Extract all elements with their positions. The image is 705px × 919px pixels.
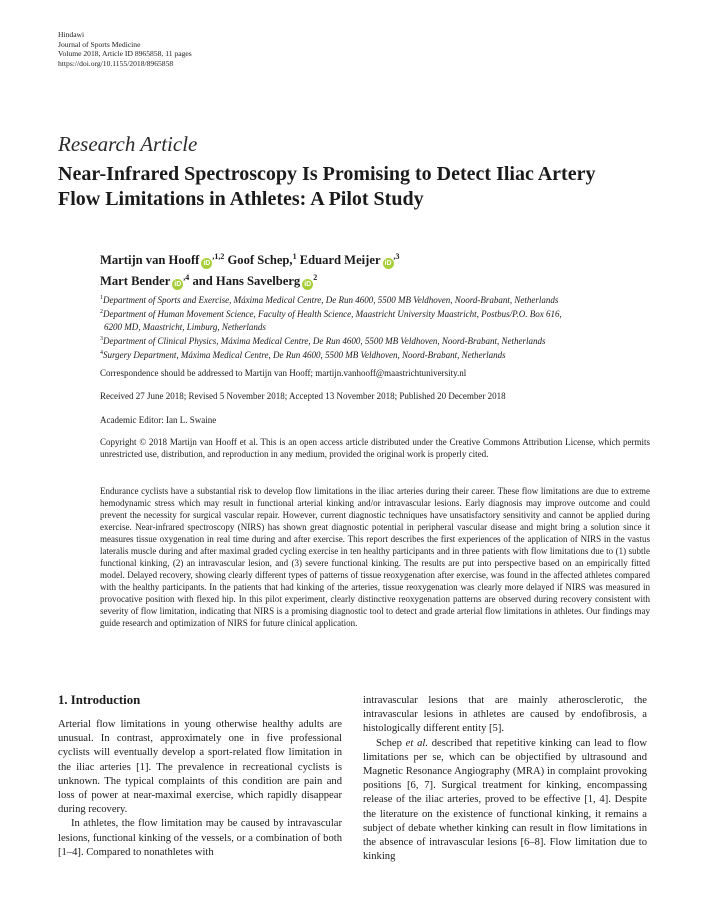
copyright-notice: Copyright © 2018 Martijn van Hooff et al. This is an open access article distributed under the Creative Commons Attribution License, which permits unrestricted use, distribution, and reproduction in any medium, provided the original work is properly cited. <box>100 437 650 459</box>
text-span: Schep <box>376 737 406 749</box>
journal-header <box>58 30 192 68</box>
affiliation-text: Department of Human Movement Science, Faculty of Health Science, Maastricht University Maastricht, Postbus/P.O. Box 616, <box>103 309 562 320</box>
author-line-1 <box>100 248 600 269</box>
affiliations <box>100 292 640 361</box>
publisher-name: Hindawi <box>58 30 85 39</box>
affiliation-text: Department of Clinical Physics, Máxima Medical Centre, De Run 4600, 5500 MB Veldhoven, Noord-Brabant, Netherlands <box>103 335 546 346</box>
academic-editor: Academic Editor: Ian L. Swaine <box>100 415 217 425</box>
paragraph: Arterial flow limitations in young otherwise healthy adults are unusual. In contrast, approximately one in five professional cyclists will eventually develop a sport-related flow limitation in the iliac arteries [1]. The prevalence in recreational cyclists is unknown. The typical complaints of this condition are pain and loss of power at near-maximal exercise, which rapidly disappear during recovery. <box>58 719 342 816</box>
author-name[interactable]: Martijn van Hooff <box>100 253 200 268</box>
author-affil-marker: ,1,2 <box>212 252 225 261</box>
affiliation <box>100 333 640 347</box>
affiliation <box>100 292 640 306</box>
author-list <box>100 248 600 290</box>
author-affil-marker: ,4 <box>183 273 190 283</box>
affiliation-number: 3 <box>100 335 103 342</box>
body-column-left <box>58 718 342 860</box>
volume-info: Volume 2018, Article ID 8965858, 11 pages <box>58 49 192 59</box>
author-name[interactable]: and Hans Savelberg <box>192 274 301 289</box>
title-line-1: Near-Infrared Spectroscopy Is Promising to Detect Iliac Artery <box>58 163 596 185</box>
author-affil-marker: 1 <box>292 252 297 261</box>
author-affil-marker: ,3 <box>393 252 400 261</box>
section-heading: 1. Introduction <box>58 693 141 707</box>
text-span: described that repetitive kinking can lead to flow limitations per se, which can be objectified by ultrasound and Magnetic Resonance Angiography (MRA) in complaint provoking positions [6, 7]. Surgical treatment for kinking, encompassing release of the iliac arteries, proved to be effective [1, 4]. Despite the literature on the existence of functional kinking, it remains a subject of debate whether kinking can result in flow limitations in the absence of intravascular lesions [6–8]. Flow limitation due to kinking <box>363 737 647 863</box>
orcid-icon[interactable]: iD <box>203 260 211 268</box>
affiliation-continued: 6200 MD, Maastricht, Limburg, Netherlands <box>104 321 266 332</box>
affiliation <box>100 347 640 361</box>
orcid-icon[interactable]: iD <box>174 281 182 289</box>
journal-name: Journal of Sports Medicine <box>58 39 141 49</box>
paragraph: intravascular lesions that are mainly atherosclerotic, the intravascular lesions in athletes are caused by endofibrosis, a histologically different entity [5]. <box>363 695 647 735</box>
emphasis-text: et al. <box>405 737 428 749</box>
paragraph: In athletes, the flow limitation may be caused by intravascular lesions, functional kinking of the vessels, or a combination of both [1–4]. Compared to nonathletes with <box>58 818 342 858</box>
article-dates: Received 27 June 2018; Revised 5 November 2018; Accepted 13 November 2018; Published 20 December 2018 <box>100 391 506 401</box>
orcid-icon[interactable]: iD <box>384 260 392 268</box>
paragraph <box>363 737 647 865</box>
doi-link[interactable]: https://doi.org/10.1155/2018/8965858 <box>58 58 174 68</box>
paper-title <box>58 162 658 212</box>
orcid-icon[interactable]: iD <box>304 281 312 289</box>
author-name[interactable]: Goof Schep, <box>227 253 293 268</box>
affiliation <box>100 306 640 320</box>
author-name[interactable]: Eduard Meijer <box>299 253 381 268</box>
affiliation-number: 4 <box>100 350 103 357</box>
author-affil-marker: 2 <box>313 273 318 283</box>
affiliation-number: 1 <box>100 295 103 301</box>
abstract: Endurance cyclists have a substantial risk to develop flow limitations in the iliac arteries during their career. These flow limitations are due to extreme hemodynamic stress which may result in functional arterial kinking and/or intravascular lesions. Early diagnosis may improve outcome and could prevent the necessity for surgical vascular repair. However, current diagnostic techniques have unsatisfactory sensitivity and cannot be applied during exercise. Near-infrared spectroscopy (NIRS) has shown great diagnostic potential in peripheral vascular disease and might bring a solution since it measures tissue oxygenation in real time during and after exercise. This report describes the first experiences of the application of NIRS in the vastus lateralis muscle during and after maximal graded cycling exercise in ten healthy participants and in three patients with flow limitations due to (1) subtle functional kinking, (2) an intravascular lesion, and (3) severe functional kinking. The results are put into perspective based on an empirically fitted model. Delayed recovery, showing clearly different types of patterns of tissue reoxygenation after exercise, was found in the affected athletes compared with the healthy participants. In the patients that had kinking of the arteries, tissue reoxygenation was clearly more delayed if NIRS was measured in provocative position with flexed hip. In this pilot experiment, clearly distinctive reoxygenation patterns are observed during recovery consistent with severity of flow limitation, indicating that NIRS is a promising diagnostic tool to detect and grade arterial flow limitations in athletes. Our findings may guide research and optimization of NIRS for future clinical application. <box>100 486 650 628</box>
body-column-right <box>363 694 647 864</box>
article-type: Research Article <box>58 132 198 156</box>
title-line-2: Flow Limitations in Athletes: A Pilot Study <box>58 188 424 210</box>
affiliation-text: Surgery Department, Máxima Medical Centre, De Run 4600, 5500 MB Veldhoven, Noord-Brabant, Netherlands <box>103 350 506 361</box>
correspondence: Correspondence should be addressed to Martijn van Hooff; martijn.vanhooff@maastrichtuniversity.nl <box>100 368 467 378</box>
author-line-2 <box>100 269 600 290</box>
affiliation-number: 2 <box>100 309 103 316</box>
author-name[interactable]: Mart Bender <box>100 274 171 289</box>
affiliation-text: Department of Sports and Exercise, Máxima Medical Centre, De Run 4600, 5500 MB Veldhoven, Noord-Brabant, Netherlands <box>103 295 559 305</box>
